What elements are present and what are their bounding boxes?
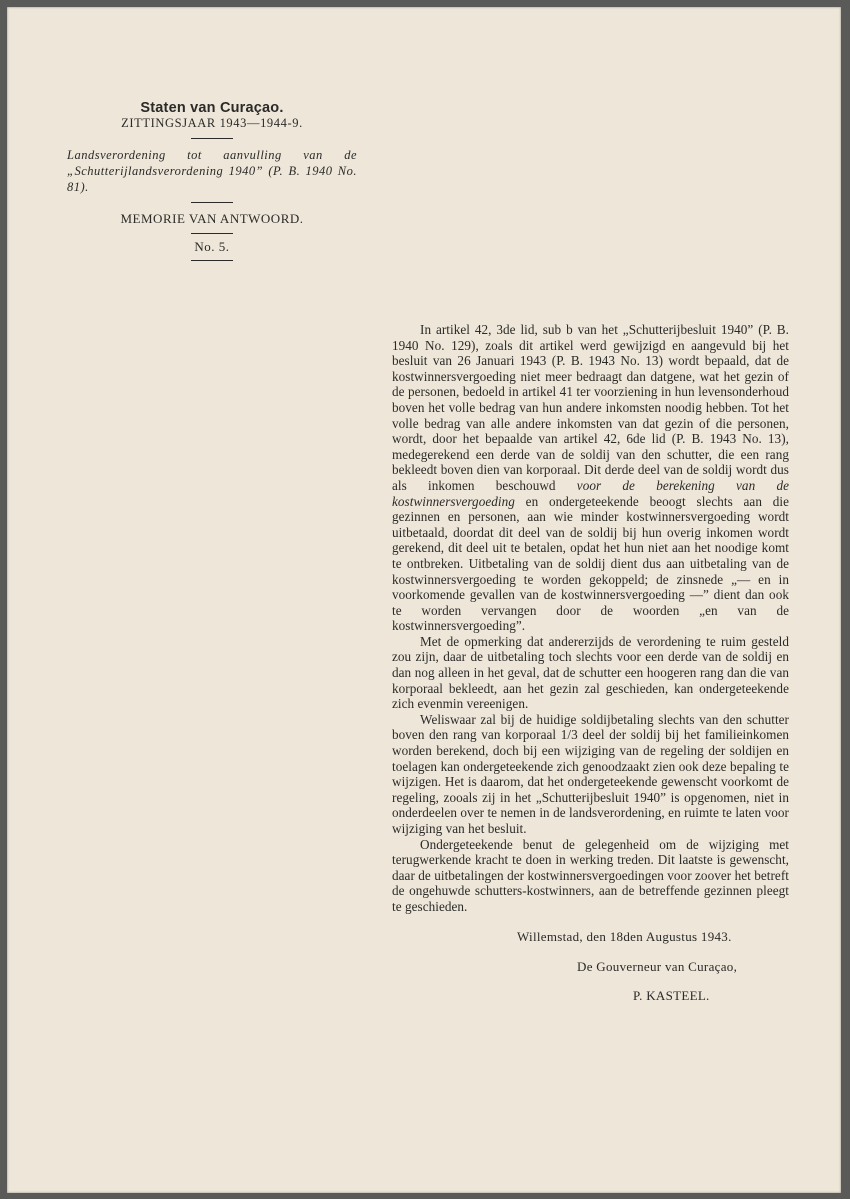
paragraph-1-text: In artikel 42, 3de lid, sub b van het „Schutterijbesluit 1940” (P. B. 1940 No. 129), zoals dit artikel werd gewijzigd en aangevuld bij het besluit van 26 Januari 1943 (P. B. 1943 No. 13) wordt bepaald, dat de kostwinnersvergoeding niet meer bedraagt dan datgene, wat het gezin of de personen, bedoeld in artikel 41 ter voorziening in hun levensonderhoud boven het volle bedrag van hun andere inkomsten noodig hebben. Tot het volle bedrag van alle andere inkomsten van dat gezin of die personen, wordt, door het bepaalde van artikel 42, 6de lid (P. B. 1943 No. 13), medegerekend een derde van de soldij van den schutter, die een rang bekleedt boven dien van korporaal. Dit derde deel van de soldij wordt dus als inkomen beschouwd <box>392 322 789 493</box>
paragraph-1 <box>392 322 789 634</box>
document-type: MEMORIE VAN ANTWOORD. <box>120 211 304 226</box>
divider <box>191 233 233 234</box>
paragraph-3: Weliswaar zal bij de huidige soldijbetaling slechts van den schutter boven den rang van korporaal 1/3 deel der soldij bij het familieinkomen worden berekend, doch bij een wijziging van de regeling der soldijen en toelagen kan ondergeteekende zich genoodzaakt zien ook deze bepaling te wijzigen. Het is daarom, dat het ondergeteekende gewenscht voorkomt de regeling, zooals zij in het „Schutterijbesluit 1940” is opgenomen, niet in onderdeelen over te nemen in de landsverordening, en ruimte te laten voor wijziging van het besluit. <box>392 711 789 836</box>
paragraph-4: Ondergeteekende benut de gelegenheid om de wijziging met terugwerkende kracht te doen in werking treden. Dit laatste is gewenscht, daar de uitbetalingen der kostwinnersvergoedingen voor zoover het betreft de ongehuwde schutters-kostwinners, aan de betreffende gezinnen pleegt te geschieden. <box>392 836 789 914</box>
paragraph-1-emphasis: voor de berekening van de kostwinnersvergoeding <box>392 477 789 509</box>
paragraph-1-text-end: en ondergeteekende beoogt slechts aan die gezinnen en personen, aan wie minder kostwinnersvergoeding wordt uitbetaald, doordat dit deel van de soldij bij hun overig inkomen wordt gerekend, dit deel uit te betalen, opdat het hun niet aan het noodige komt te ontbreken. Uitbetaling van de soldij dient dus aan uitbetaling van de kostwinnersvergoeding te worden gekoppeld; de zinsnede „— en in voorkomende gevallen van de kostwinnersvergoeding —” dient dan ook te worden vervangen door de woorden „en van de kostwinnersvergoeding”. <box>392 493 789 634</box>
document-number: No. 5. <box>194 239 230 254</box>
place-date: Willemstad, den 18den Augustus 1943. <box>517 929 732 944</box>
document-page <box>7 7 841 1193</box>
divider <box>191 202 233 203</box>
document-header <box>67 100 357 261</box>
divider <box>191 138 233 139</box>
paragraph-2: Met de opmerking dat andererzijds de verordening te ruim gesteld zou zijn, daar de uitbetaling toch slechts voor een derde van de soldij en dan nog alleen in het geval, dat de schutter een hoogeren rang dan die van korporaal bekleedt, aan het gezin zal geschieden, kan ondergeteekende zich evenmin vereenigen. <box>392 633 789 712</box>
signatory-name: P. KASTEEL. <box>633 988 710 1003</box>
session-year: ZITTINGSJAAR 1943—1944-9. <box>121 116 303 130</box>
signatory-title: De Gouverneur van Curaçao, <box>577 959 738 974</box>
ordinance-title: Landsverordening tot aanvulling van de „Schutterijlandsverordening 1940” (P. B. 1940 No. 81). <box>67 148 357 194</box>
issuing-body: Staten van Curaçao. <box>140 100 284 116</box>
memo-body <box>392 322 789 915</box>
divider <box>191 260 233 261</box>
